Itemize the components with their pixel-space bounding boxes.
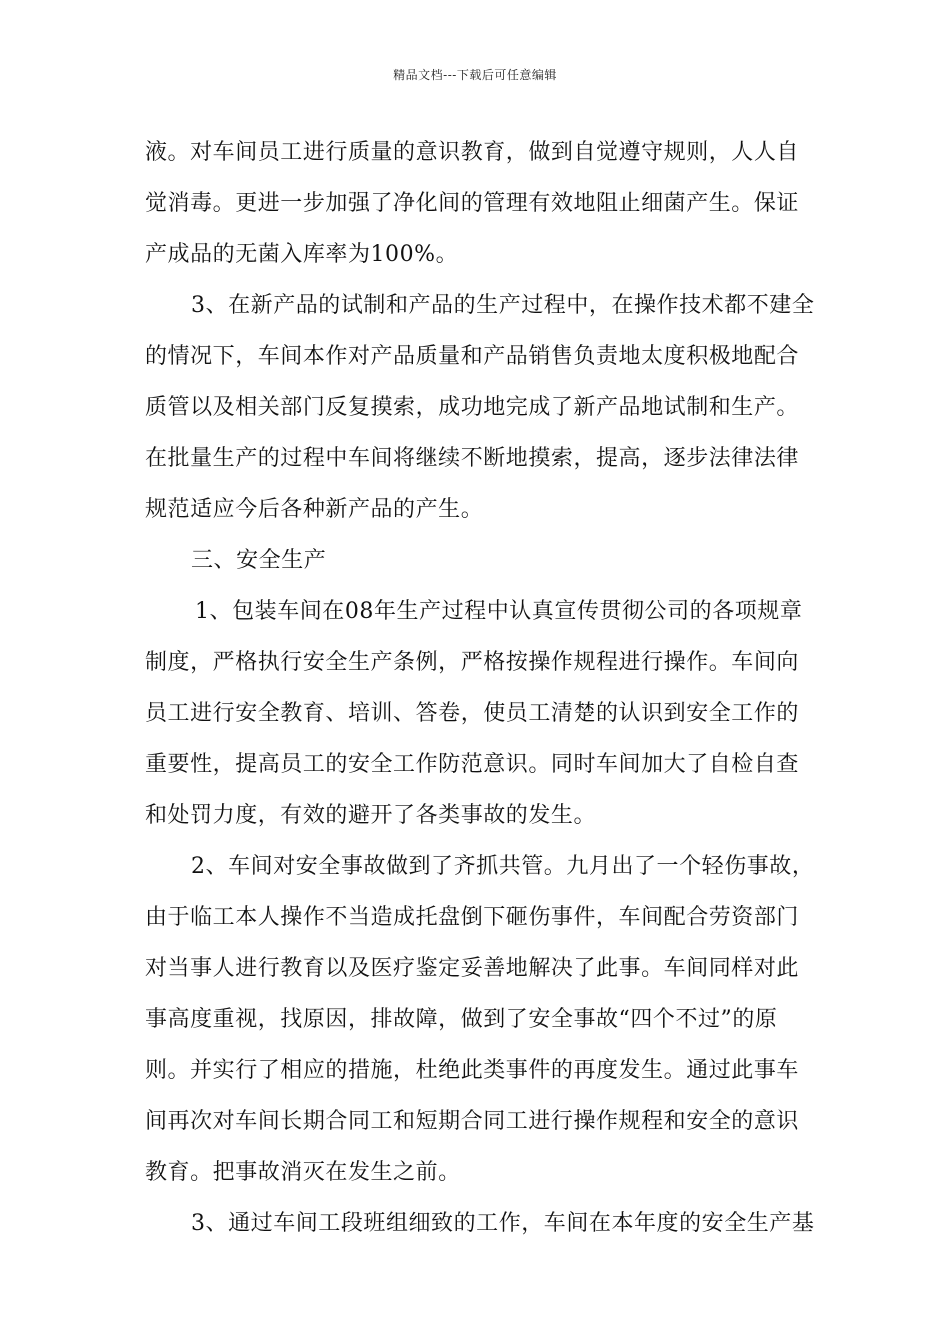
text-line: 间再次对车间长期合同工和短期合同工进行操作规程和安全的意识 bbox=[145, 1109, 799, 1134]
page-header: 精品文档---下载后可任意编辑 bbox=[393, 68, 557, 82]
text-line: 制度，严格执行安全生产条例，严格按操作规程进行操作。车间向 bbox=[145, 650, 799, 675]
text-line: 重要性，提高员工的安全工作防范意识。同时车间加大了自检自查 bbox=[145, 752, 799, 777]
text-line: 员工进行安全教育、培训、答卷，使员工清楚的认识到安全工作的 bbox=[145, 701, 799, 726]
text-line: 对当事人进行教育以及医疗鉴定妥善地解决了此事。车间同样对此 bbox=[145, 956, 799, 981]
text-line: 在批量生产的过程中车间将继续不断地摸索，提高，逐步法律法律 bbox=[145, 446, 799, 471]
text-line: 质管以及相关部门反复摸索，成功地完成了新产品地试制和生产。 bbox=[145, 395, 799, 420]
text-line: 产成品的无菌入库率为100%。 bbox=[145, 242, 459, 267]
paragraph-start-line: 3、通过车间工段班组细致的工作，车间在本年度的安全生产基 bbox=[191, 1211, 815, 1236]
paragraph-start-line: 1、包装车间在08年生产过程中认真宣传贯彻公司的各项规章 bbox=[195, 599, 803, 624]
text-line: 的情况下，车间本作对产品质量和产品销售负责地太度积极地配合 bbox=[145, 344, 799, 369]
text-line: 则。并实行了相应的措施，杜绝此类事件的再度发生。通过此事车 bbox=[145, 1058, 799, 1083]
text-line: 规范适应今后各种新产品的产生。 bbox=[145, 497, 484, 522]
paragraph-start-line: 2、车间对安全事故做到了齐抓共管。九月出了一个轻伤事故， bbox=[191, 854, 815, 879]
document-body bbox=[145, 127, 815, 1249]
text-line: 事高度重视，找原因，排故障，做到了安全事故“四个不过”的原 bbox=[145, 1007, 778, 1032]
section-heading: 三、安全生产 bbox=[191, 548, 327, 573]
text-line: 教育。把事故消灭在发生之前。 bbox=[145, 1160, 461, 1185]
text-line: 液。对车间员工进行质量的意识教育，做到自觉遵守规则，人人自 bbox=[145, 140, 799, 165]
text-line: 由于临工本人操作不当造成托盘倒下砸伤事件，车间配合劳资部门 bbox=[145, 905, 799, 930]
text-line: 觉消毒。更进一步加强了净化间的管理有效地阻止细菌产生。保证 bbox=[145, 191, 799, 216]
paragraph-start-line: 3、在新产品的试制和产品的生产过程中，在操作技术都不建全 bbox=[191, 293, 815, 318]
text-line: 和处罚力度，有效的避开了各类事故的发生。 bbox=[145, 803, 597, 828]
